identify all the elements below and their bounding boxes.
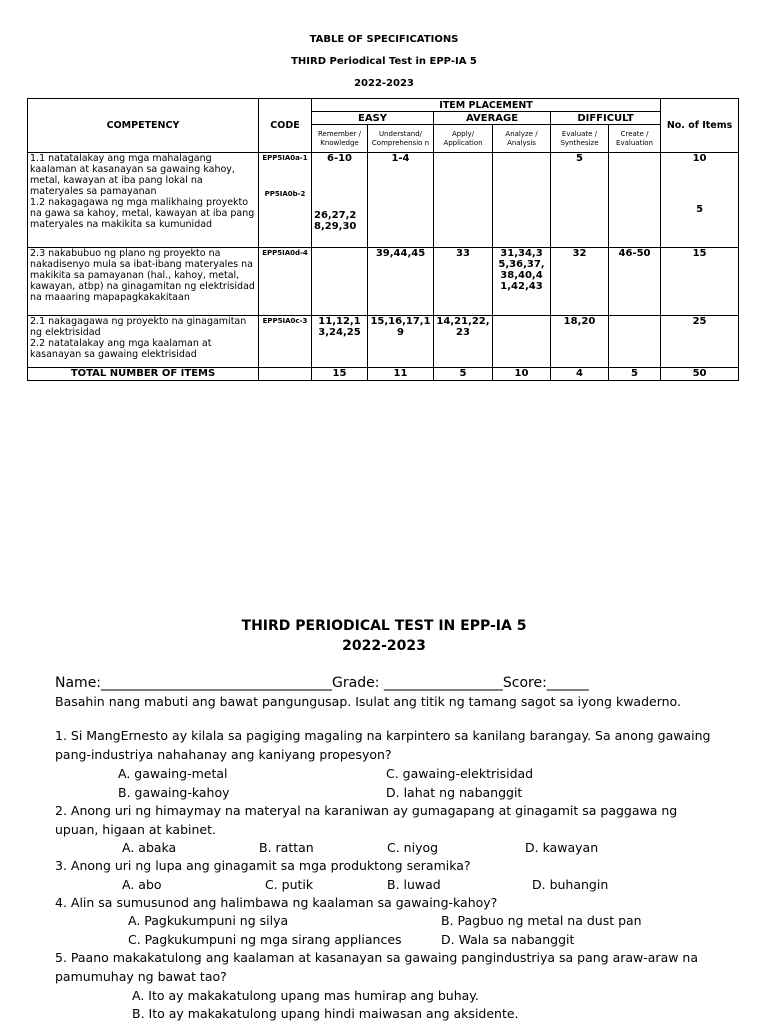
cell-value: 6-10 bbox=[326, 153, 353, 164]
cell-value: 15 bbox=[312, 368, 368, 381]
cell-value: 26,27,28,29,30 bbox=[314, 210, 357, 232]
cell-value: 50 bbox=[661, 368, 739, 381]
table-row bbox=[28, 153, 739, 248]
header-no-items: No. of Items bbox=[661, 99, 739, 153]
header-item-placement: ITEM PLACEMENT bbox=[312, 99, 661, 112]
tos-year: 2022-2023 bbox=[354, 78, 414, 89]
question-1-cont: pang-industriya nahahanay ang kaniyang propesyon? bbox=[55, 747, 392, 762]
question-2: 2. Anong uri ng himaymay na materyal na karaniwan ay gumagapang at ginagamit sa paggawa ng bbox=[55, 803, 678, 818]
option: B. Pagbuo ng metal na dust pan bbox=[441, 913, 642, 928]
header-analyze: Analyze / Analysis bbox=[493, 125, 551, 153]
cell-value: 5 bbox=[576, 153, 583, 164]
instructions: Basahin nang mabuti ang bawat pangungusap. Isulat ang titik ng tamang sagot sa iyong kwaderno. bbox=[55, 694, 681, 709]
competency-text: 2.3 nakabubuo ng plano ng proyekto na nakadisenyo mula sa ibat-ibang materyales na makikita sa pamayanan (hal., kahoy, metal, kawayan, atbp) na ginagamitan ng elektrisidad na maaaring mapapagkakakitaan bbox=[30, 248, 255, 303]
option: A. abo bbox=[122, 877, 162, 892]
tos-subtitle: THIRD Periodical Test in EPP-IA 5 bbox=[291, 56, 477, 67]
header-difficult: DIFFICULT bbox=[551, 112, 661, 125]
table-row bbox=[28, 248, 739, 316]
code-text: EPP5IA0a-1 bbox=[262, 154, 308, 162]
option: C. niyog bbox=[387, 840, 439, 855]
code-text: EPP5IA0d-4 bbox=[262, 249, 308, 257]
cell-value: 10 bbox=[493, 368, 551, 381]
option: B. Ito ay makakatulong upang hindi maiwasan ang aksidente. bbox=[132, 1006, 519, 1021]
option: A. abaka bbox=[122, 840, 177, 855]
code-text: PP5IA0b-2 bbox=[264, 190, 306, 198]
cell-value: 15,16,17,19 bbox=[370, 316, 431, 338]
cell-value: 11,12,13,24,25 bbox=[318, 316, 361, 338]
cell-value: 5 bbox=[696, 204, 704, 215]
table-row bbox=[28, 316, 739, 368]
cell-value: 1-4 bbox=[391, 153, 410, 164]
test-title: THIRD PERIODICAL TEST IN EPP-IA 5 bbox=[241, 618, 527, 634]
cell-value: 25 bbox=[692, 316, 707, 327]
competency-text: 1.2 nakagagawa ng mga malikhaing proyekto na gawa sa kahoy, metal, kawayan at iba pang materyales na makikita sa kumunidad bbox=[30, 197, 255, 230]
competency-text: 1.1 natatalakay ang mga mahalagang kaalaman at kasanayan sa gawaing kahoy, metal, kawayan at iba pang lokal na materyales sa pamayanan bbox=[30, 153, 235, 197]
tos-title: TABLE OF SPECIFICATIONS bbox=[309, 34, 459, 45]
header-evaluate: Evaluate / Synthesize bbox=[551, 125, 609, 153]
option: D. kawayan bbox=[525, 840, 599, 855]
option: C. gawaing-elektrisidad bbox=[386, 766, 534, 781]
header-easy: EASY bbox=[312, 112, 434, 125]
name-grade-score-line: Name:_________________________________Grade: _________________Score:______ bbox=[55, 675, 589, 691]
cell-value: 10 bbox=[692, 153, 707, 164]
question-5-cont: pamumuhay ng bawat tao? bbox=[55, 969, 227, 984]
code-text: EPP5IA0c-3 bbox=[262, 317, 308, 325]
question-3: 3. Anong uri ng lupa ang ginagamit sa mga produktong seramika? bbox=[55, 858, 471, 873]
cell-value: 32 bbox=[572, 248, 587, 259]
question-1: 1. Si MangErnesto ay kilala sa pagiging magaling na karpintero sa kanilang barangay. Sa anong gawaing bbox=[55, 728, 711, 743]
question-4: 4. Alin sa sumusunod ang halimbawa ng kaalaman sa gawaing-kahoy? bbox=[55, 895, 498, 910]
cell-value: 33 bbox=[456, 248, 470, 259]
totals-row bbox=[28, 368, 739, 381]
specifications-table bbox=[27, 98, 739, 381]
option: B. gawaing-kahoy bbox=[118, 785, 230, 800]
option: B. rattan bbox=[259, 840, 314, 855]
cell-value: 5 bbox=[609, 368, 661, 381]
option: C. Pagkukumpuni ng mga sirang appliances bbox=[128, 932, 402, 947]
header-understand: Understand/ Comprehensio n bbox=[368, 125, 434, 153]
option: D. lahat ng nabanggit bbox=[386, 785, 523, 800]
cell-value: 5 bbox=[434, 368, 493, 381]
option: C. putik bbox=[265, 877, 314, 892]
header-code: CODE bbox=[259, 99, 312, 153]
totals-label: TOTAL NUMBER OF ITEMS bbox=[28, 368, 259, 381]
header-create: Create / Evaluation bbox=[609, 125, 661, 153]
cell-value: 18,20 bbox=[563, 316, 596, 327]
question-5: 5. Paano makakatulong ang kaalaman at kasanayan sa gawaing pangindustriya sa pang araw-araw na bbox=[55, 950, 699, 965]
header-average: AVERAGE bbox=[434, 112, 551, 125]
cell-value: 15 bbox=[692, 248, 707, 259]
cell-value: 46-50 bbox=[618, 248, 651, 259]
header-remember: Remember / Knowledge bbox=[312, 125, 368, 153]
test-year: 2022-2023 bbox=[342, 638, 426, 654]
cell-value: 39,44,45 bbox=[375, 248, 426, 259]
header-apply: Apply/ Application bbox=[434, 125, 493, 153]
option: D. Wala sa nabanggit bbox=[441, 932, 575, 947]
cell-value: 14,21,22,23 bbox=[436, 316, 490, 338]
cell-value: 4 bbox=[551, 368, 609, 381]
competency-text: 2.1 nakagagawa ng proyekto na ginagamitan ng elektrisidad 2.2 natatalakay ang mga kaalaman at kasanayan sa gawaing elektrisidad bbox=[30, 316, 247, 360]
option: B. luwad bbox=[387, 877, 441, 892]
option: A. gawaing-metal bbox=[118, 766, 228, 781]
cell-value: 31,34,35,36,37,38,40,41,42,43 bbox=[498, 248, 545, 292]
header-competency: COMPETENCY bbox=[28, 99, 259, 153]
option: A. Ito ay makakatulong upang mas humirap ang buhay. bbox=[132, 988, 479, 1003]
question-2-cont: upuan, higaan at kabinet. bbox=[55, 822, 216, 837]
option: A. Pagkukumpuni ng silya bbox=[128, 913, 289, 928]
option: D. buhangin bbox=[532, 877, 609, 892]
cell-value: 11 bbox=[368, 368, 434, 381]
